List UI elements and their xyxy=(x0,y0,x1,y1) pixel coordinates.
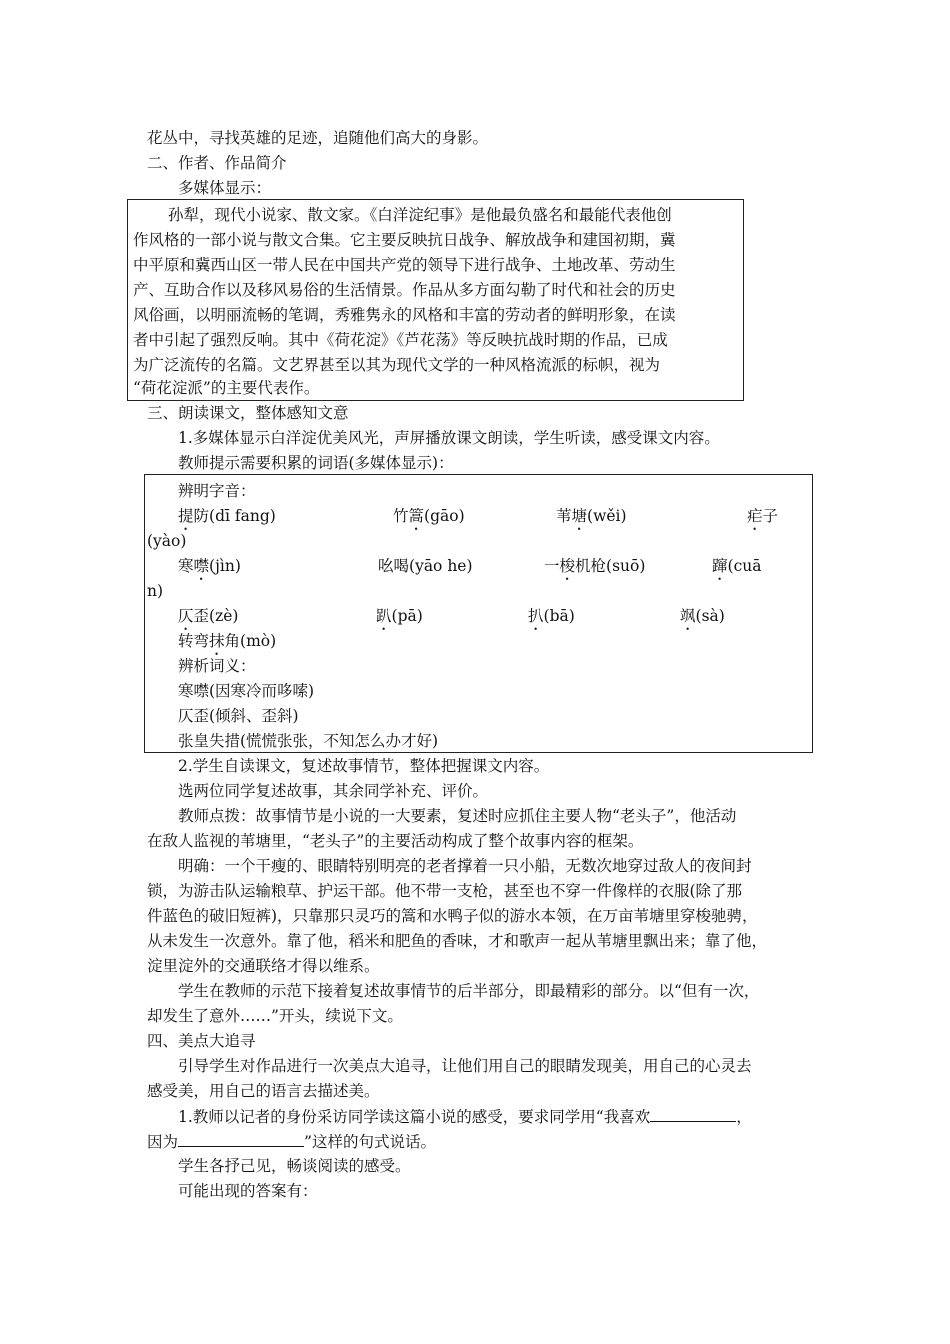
paragraph-line: 可能出现的答案有： xyxy=(178,1182,318,1200)
paragraph-line: 锁，为游击队运输粮草、护运干部。他不带一支枪，甚至也不穿一件像样的衣服(除了那 xyxy=(147,882,743,900)
vocab-word: 疟子 xyxy=(747,507,779,525)
vocab-word: 蹿(cuā xyxy=(712,557,762,575)
box-line: 者中引起了强烈反响。其中《荷花淀》《芦花荡》等反映抗战时期的作品，已成 xyxy=(133,331,668,349)
vocab-meaning-title: 辨析词义： xyxy=(178,657,256,675)
vocab-word: 一梭机枪(suō) xyxy=(544,557,646,575)
paragraph-line: 教师点拨：故事情节是小说的一大要素，复述时应抓住主要人物“老头子”，他活动 xyxy=(178,807,737,825)
paragraph-line: 选两位同学复述故事，其余同学补充、评价。 xyxy=(178,782,489,800)
multimedia-label: 多媒体显示： xyxy=(178,179,272,197)
box-line: 为广泛流传的名篇。文艺界甚至以其为现代文学的一种风格流派的标帜，视为 xyxy=(133,356,661,374)
section-heading: 二、作者、作品简介 xyxy=(147,154,287,172)
paragraph-line: 从未发生一次意外。靠了他，稻米和肥鱼的香味，才和歌声一起从苇塘里飘出来；靠了他， xyxy=(147,932,768,950)
paragraph-line: 花丛中，寻找英雄的足迹，追随他们高大的身影。 xyxy=(147,129,489,147)
box-line: 中平原和冀西山区一带人民在中国共产党的领导下进行战争、土地改革、劳动生 xyxy=(133,256,676,274)
vocab-word: 转弯抹角(mò) xyxy=(178,632,277,650)
paragraph-line: 明确：一个干瘦的、眼睛特别明亮的老者撑着一只小船，无数次地穿过敌人的夜间封 xyxy=(178,857,752,875)
paragraph-line: 教师提示需要积累的词语(多媒体显示)： xyxy=(178,454,454,472)
box-line: “荷花淀派”的主要代表作。 xyxy=(133,379,320,397)
fill-in-blank xyxy=(650,1106,736,1122)
paragraph-line: 感受美，用自己的语言去描述美。 xyxy=(147,1082,380,1100)
box-line: 作风格的一部小说与散文合集。它主要反映抗日战争、解放战争和建国初期，冀 xyxy=(133,231,676,249)
paragraph-line: 1.多媒体显示白洋淀优美风光，声屏播放课文朗读，学生听读，感受课文内容。 xyxy=(178,429,720,447)
vocab-word-wrap: (yào) xyxy=(147,532,187,550)
paragraph-line: 淀里淀外的交通联络才得以维系。 xyxy=(147,957,380,975)
paragraph-line: 学生在教师的示范下接着复述故事情节的后半部分，即最精彩的部分。以“但有一次， xyxy=(178,982,760,1000)
vocab-word: 苇塘(wěi) xyxy=(556,507,627,525)
paragraph-line: 学生各抒己见，畅谈阅读的感受。 xyxy=(178,1157,411,1175)
vocab-title: 辨明字音： xyxy=(178,482,256,500)
fill-in-blank xyxy=(178,1131,304,1147)
paragraph-line: 在敌人监视的苇塘里，“老头子”的主要活动构成了整个故事内容的框架。 xyxy=(147,832,644,850)
vocab-word: 趴(pā) xyxy=(376,607,423,625)
vocab-meaning: 仄歪(倾斜、歪斜) xyxy=(178,707,299,725)
vocab-word: 仄歪(zè) xyxy=(178,607,239,625)
vocab-word: 扒(bā) xyxy=(528,607,575,625)
section-heading: 四、美点大追寻 xyxy=(147,1032,256,1050)
vocab-word: 竹篙(gāo) xyxy=(393,507,465,525)
section-heading: 三、朗读课文，整体感知文意 xyxy=(147,404,349,422)
vocab-word-wrap: n) xyxy=(147,582,164,600)
paragraph-line: 2.学生自读课文，复述故事情节，整体把握课文内容。 xyxy=(178,757,550,775)
box-line: 孙犁，现代小说家、散文家。《白洋淀纪事》是他最负盛名和最能代表他创 xyxy=(168,206,672,224)
paragraph-line: 件蓝色的破旧短裤)，只靠那只灵巧的篙和水鸭子似的游水本领，在万亩苇塘里穿梭驰骋， xyxy=(147,907,758,925)
box-line: 产、互助合作以及移风易俗的生活情景。作品从多方面勾勒了时代和社会的历史 xyxy=(133,281,676,299)
vocab-word: 提防(dī fang) xyxy=(178,507,276,525)
paragraph-line: 因为 ”这样的句式说话。 xyxy=(147,1133,436,1151)
vocab-meaning: 寒噤(因寒冷而哆嗦) xyxy=(178,682,315,700)
vocab-meaning: 张皇失措(慌慌张张，不知怎么办才好) xyxy=(178,732,439,750)
vocab-word: 吆喝(yāo he) xyxy=(378,557,473,575)
box-line: 风俗画，以明丽流畅的笔调，秀雅隽永的风格和丰富的劳动者的鲜明形象，在读 xyxy=(133,306,676,324)
paragraph-line: 1.教师以记者的身份采访同学读这篇小说的感受，要求同学用“我喜欢 ， xyxy=(178,1108,752,1126)
vocab-word: 飒(sà) xyxy=(680,607,725,625)
vocab-word: 寒噤(jìn) xyxy=(178,557,241,575)
paragraph-line: 却发生了意外……”开头，续说下文。 xyxy=(147,1007,403,1025)
paragraph-line: 引导学生对作品进行一次美点大追寻，让他们用自己的眼睛发现美，用自己的心灵去 xyxy=(178,1057,752,1075)
